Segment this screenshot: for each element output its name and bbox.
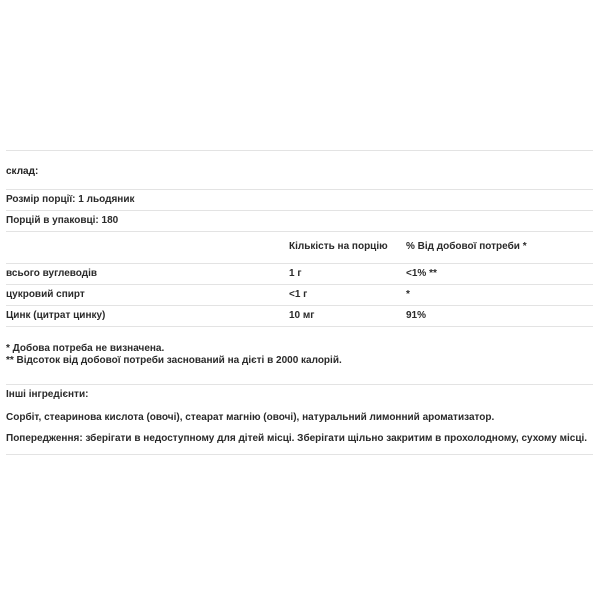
- nutrient-name: цукровий спирт: [6, 289, 85, 300]
- nutrient-amount: 10 мг: [289, 310, 315, 321]
- nutrient-amount: <1 г: [289, 289, 308, 300]
- supplement-facts-panel: [6, 150, 593, 385]
- footnote: * Добова потреба не визначена.: [6, 343, 165, 354]
- supplement-facts-title: склад:: [6, 166, 39, 177]
- amount-header: Кількість на порцію: [289, 241, 388, 252]
- nutrient-row: [6, 285, 593, 306]
- warning-text: Попередження: зберігати в недоступному для дітей місці. Зберігати щільно закритим в прохолодному, сухому місці.: [6, 433, 588, 444]
- servings-per-container-row: [6, 211, 593, 232]
- nutrient-daily-value: *: [406, 289, 410, 300]
- nutrient-daily-value: <1% **: [406, 268, 437, 279]
- daily-value-header: % Від добової потреби *: [406, 241, 527, 252]
- supplement-facts-title-row: [6, 150, 593, 190]
- nutrient-amount: 1 г: [289, 268, 302, 279]
- nutrient-name: всього вуглеводів: [6, 268, 98, 279]
- nutrient-daily-value: 91%: [406, 310, 427, 321]
- serving-size-row: [6, 190, 593, 211]
- nutrient-row: [6, 306, 593, 327]
- nutrient-table-header: [6, 232, 593, 264]
- serving-size: Розмір порції: 1 льодяник: [6, 194, 135, 205]
- servings-per-container: Порцій в упаковці: 180: [6, 215, 119, 226]
- other-ingredients-text: Сорбіт, стеаринова кислота (овочі), стеарат магнію (овочі), натуральний лимонний ароматизатор.: [6, 412, 495, 423]
- footnote: ** Відсоток від добової потреби заснований на дієті в 2000 калорій.: [6, 355, 342, 366]
- nutrient-row: [6, 264, 593, 285]
- nutrient-name: Цинк (цитрат цинку): [6, 310, 106, 321]
- other-ingredients-title: Інші інгредієнти:: [6, 389, 89, 400]
- footnotes: [6, 327, 593, 385]
- divider: [6, 454, 593, 455]
